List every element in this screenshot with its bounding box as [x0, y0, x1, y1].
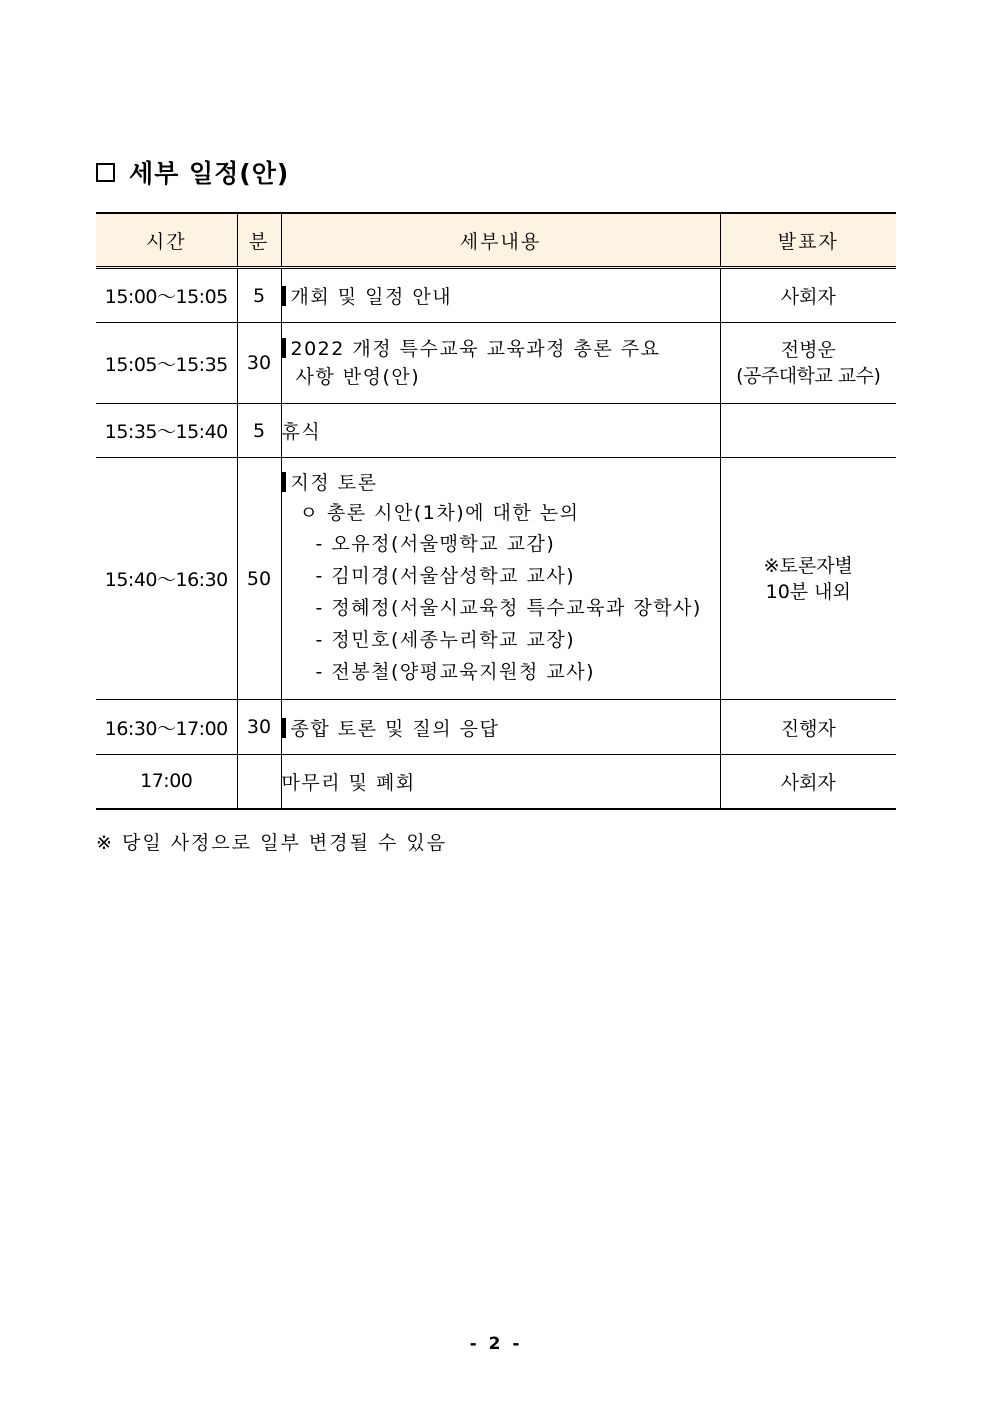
- table-row: [96, 700, 896, 755]
- row-content: 휴식: [281, 404, 720, 458]
- checkbox-square-icon: [96, 163, 115, 182]
- row-presenter: 사회자: [720, 268, 896, 323]
- change-notice: ※ 당일 사정으로 일부 변경될 수 있음: [96, 832, 448, 854]
- row-content-text: 지정 토론: [290, 471, 378, 494]
- row-content-text: 종합 토론 및 질의 응답: [290, 717, 500, 740]
- row-content: [281, 268, 720, 323]
- row-minutes: 5: [237, 404, 281, 458]
- discussant-item: - 김미경(서울삼성학교 교사): [315, 564, 576, 587]
- section-title: [96, 152, 289, 192]
- row-time: 15:00～15:05: [96, 268, 237, 323]
- table-row: [96, 458, 896, 700]
- discussant-item: - 전봉철(양평교육지원청 교사): [315, 660, 596, 683]
- table-header-row: [96, 213, 896, 268]
- row-content-line2: 사항 반영(안): [295, 366, 421, 388]
- row-minutes: 30: [237, 700, 281, 755]
- table-row: [96, 755, 896, 809]
- row-presenter: 사회자: [720, 755, 896, 809]
- schedule-table: [96, 212, 896, 810]
- presenter-note-line1: ※토론자별: [763, 554, 853, 577]
- row-presenter: [720, 404, 896, 458]
- row-time: 15:35～15:40: [96, 404, 237, 458]
- row-content: 마무리 및 폐회: [281, 755, 720, 809]
- row-presenter: [720, 323, 896, 404]
- header-time: 시간: [96, 213, 237, 268]
- presenter-note-line2: 10분 내외: [765, 580, 851, 603]
- table-row: [96, 268, 896, 323]
- row-content-text: 개회 및 일정 안내: [290, 286, 453, 308]
- header-content: 세부내용: [281, 213, 720, 268]
- header-presenter: 발표자: [720, 213, 896, 268]
- header-minutes: 분: [237, 213, 281, 268]
- row-content-line1: 2022 개정 특수교육 교육과정 총론 주요: [290, 338, 661, 360]
- page-number: - 2 -: [469, 1334, 523, 1354]
- row-content: [281, 458, 720, 700]
- table-row: [96, 404, 896, 458]
- row-minutes: 30: [237, 323, 281, 404]
- row-presenter: 진행자: [720, 700, 896, 755]
- row-time: 17:00: [96, 755, 237, 809]
- bullet-bar-icon: [282, 472, 286, 492]
- discussion-topic: ㅇ 총론 시안(1차)에 대한 논의: [299, 501, 580, 524]
- presenter-name: 전병운: [780, 339, 836, 361]
- discussant-item: - 정민호(세종누리학교 교장): [315, 628, 576, 651]
- row-time: 15:05～15:35: [96, 323, 237, 404]
- row-time: 15:40～16:30: [96, 458, 237, 700]
- table-row: [96, 323, 896, 404]
- presenter-affiliation: (공주대학교 교수): [736, 365, 881, 387]
- bullet-bar-icon: [282, 338, 286, 358]
- bullet-bar-icon: [282, 286, 286, 306]
- row-minutes: 50: [237, 458, 281, 700]
- row-content: [281, 323, 720, 404]
- row-minutes: [237, 755, 281, 809]
- row-presenter: [720, 458, 896, 700]
- row-minutes: 5: [237, 268, 281, 323]
- bullet-bar-icon: [282, 718, 286, 738]
- discussant-item: - 정혜정(서울시교육청 특수교육과 장학사): [315, 596, 702, 619]
- discussant-item: - 오유정(서울맹학교 교감): [315, 532, 556, 555]
- section-title-text: 세부 일정(안): [129, 159, 290, 188]
- row-content: [281, 700, 720, 755]
- row-time: 16:30～17:00: [96, 700, 237, 755]
